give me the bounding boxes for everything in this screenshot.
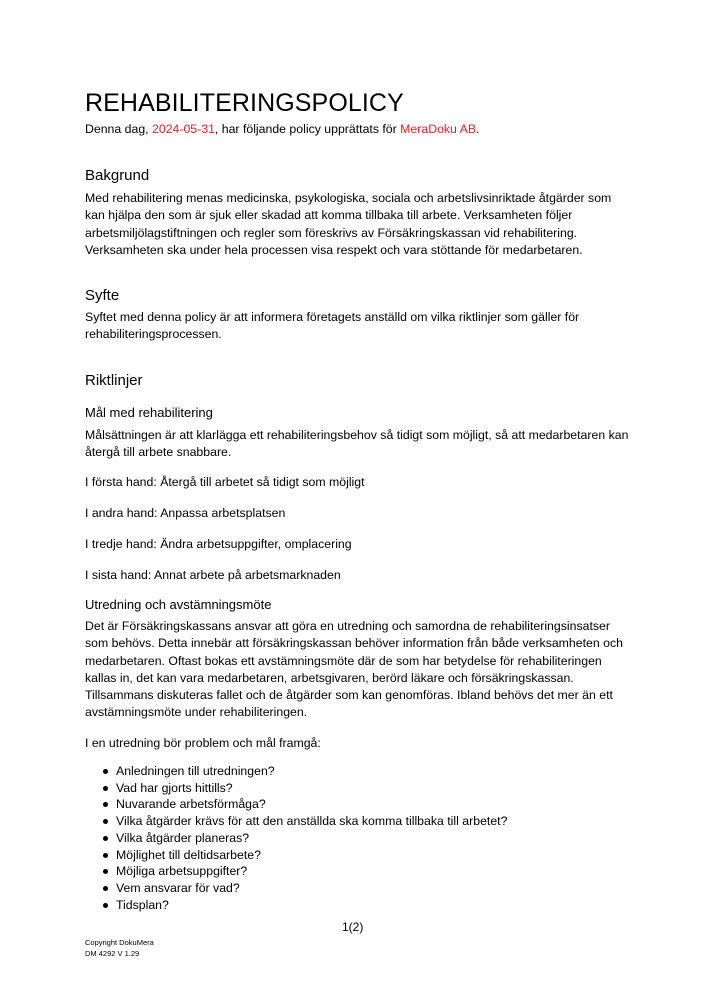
list-item: Möjliga arbetsuppgifter?	[85, 863, 507, 880]
utredning-list	[85, 763, 507, 913]
paragraph-mal: Målsättningen är att klarlägga ett rehabiliteringsbehov så tidigt som möjligt, så att medarbetaren kan återgå till arbete snabbare.	[85, 428, 629, 460]
list-item: Vilka åtgärder krävs för att den anställda ska komma tillbaka till arbetet?	[85, 813, 507, 830]
intro-line	[85, 121, 479, 137]
paragraph-syfte: Syftet med denna policy är att informera företagets anställd om vilka riktlinjer som gäller för rehabiliteringsprocessen.	[85, 310, 580, 342]
document-title: REHABILITERINGSPOLICY	[85, 89, 404, 117]
heading-utredning: Utredning och avstämningsmöte	[85, 597, 272, 612]
list-item: Tidsplan?	[85, 897, 507, 914]
paragraph-utredning: Det är Försäkringskassans ansvar att göra en utredning och samordna de rehabiliteringsinsatser som behövs. Detta innebär att försäkringskassan behöver information från både verksamheten och medarbetaren. Oftast bokas ett avstämningsmöte där de som har betydelse för rehabiliteringen kallas in, det kan vara medarbetaren, arbetsgivaren, berörd läkare och försäkringskassan. Tillsammans diskuteras fallet och de åtgärder som kan genomföras. Ibland behövs det mer än ett avstämningsmöte under rehabiliteringen.	[85, 619, 623, 720]
paragraph-bakgrund: Med rehabilitering menas medicinska, psykologiska, sociala och arbetslivsinriktade åtgärder som kan hjälpa den som är sjuk eller skadad att komma tillbaka till arbete. Verksamheten följer arbetsmiljölagstiftningen och regler som föreskrivs av Försäkringskassan vid rehabilitering. Verksamheten ska under hela processen visa respekt och vara stöttande för medarbetaren.	[85, 191, 612, 257]
footer-copyright: Copyright DokuMera	[85, 938, 154, 947]
list-item: Vad har gjorts hittills?	[85, 780, 507, 797]
heading-mal: Mål med rehabilitering	[85, 405, 213, 420]
list-item: Nuvarande arbetsförmåga?	[85, 796, 507, 813]
intro-middle: , har följande policy upprättats för	[214, 122, 401, 136]
list-item: Vilka åtgärder planeras?	[85, 830, 507, 847]
list-intro: I en utredning bör problem och mål framgå:	[85, 736, 321, 750]
intro-company: MeraDoku AB	[400, 122, 477, 136]
page-number: 1(2)	[342, 920, 364, 934]
step-item: I första hand: Återgå till arbetet så tidigt som möjligt	[85, 475, 365, 489]
list-item: Anledningen till utredningen?	[85, 763, 507, 780]
heading-bakgrund: Bakgrund	[85, 167, 150, 184]
heading-syfte: Syfte	[85, 287, 120, 304]
intro-suffix: .	[476, 122, 480, 136]
footer	[85, 937, 154, 959]
step-item: I tredje hand: Ändra arbetsuppgifter, omplacering	[85, 537, 352, 551]
step-item: I sista hand: Annat arbete på arbetsmarknaden	[85, 568, 341, 582]
list-item: Möjlighet till deltidsarbete?	[85, 847, 507, 864]
intro-date: 2024-05-31	[152, 122, 215, 136]
heading-riktlinjer: Riktlinjer	[85, 372, 143, 389]
intro-prefix: Denna dag,	[85, 122, 153, 136]
footer-doc-id: DM 4292 V 1.29	[85, 949, 140, 958]
list-item: Vem ansvarar för vad?	[85, 880, 507, 897]
step-item: I andra hand: Anpassa arbetsplatsen	[85, 506, 286, 520]
